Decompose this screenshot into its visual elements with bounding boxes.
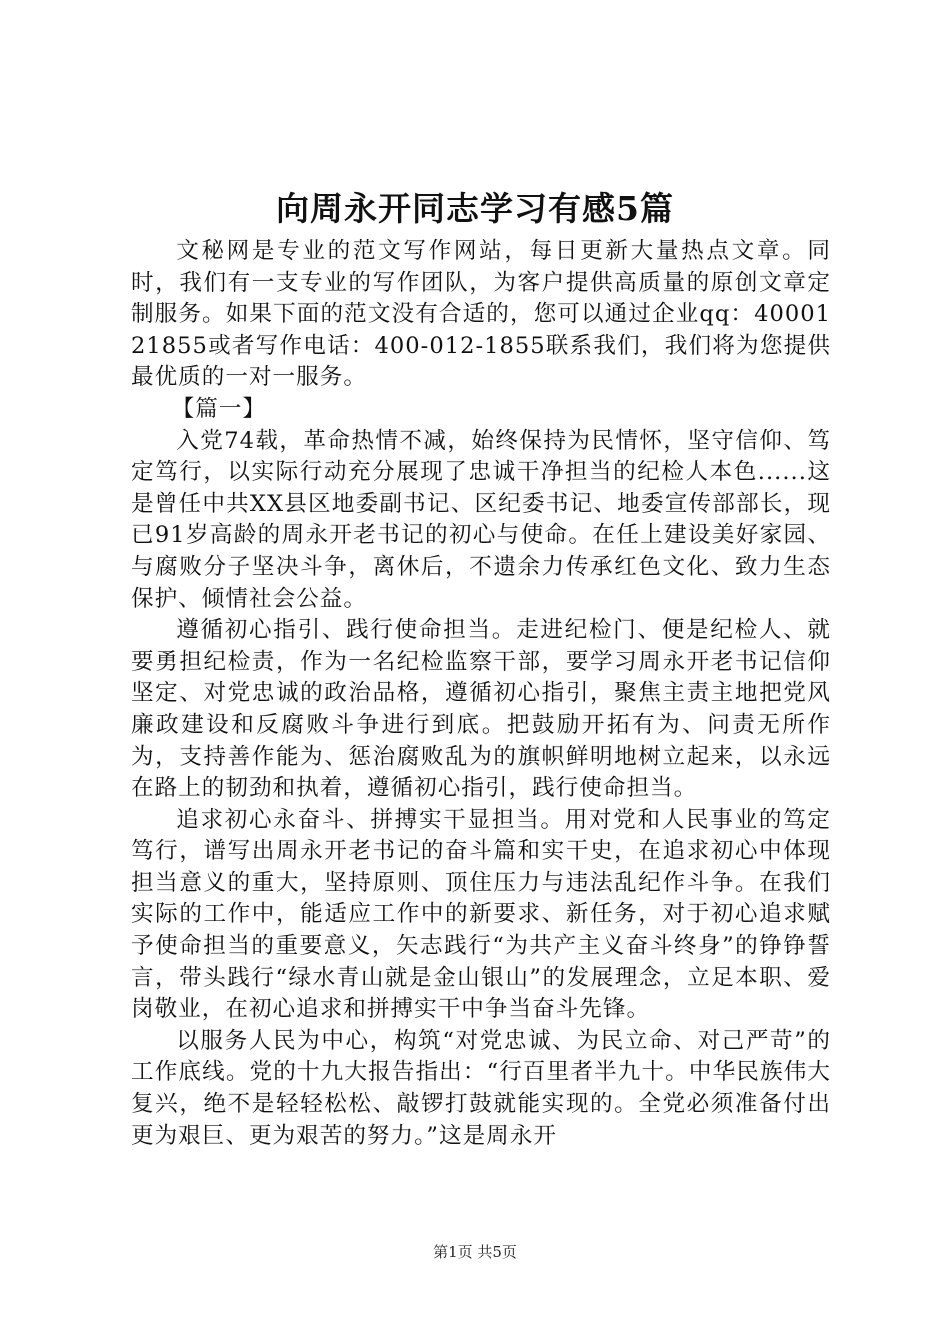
intro-paragraph: 文秘网是专业的范文写作网站，每日更新大量热点文章。同时，我们有一支专业的写作团队，为客户提供高质量的原创文章定制服务。如果下面的范文没有合适的，您可以通过企业qq：4000121855或者写作电话：400-012-1855联系我们，我们将为您提供最优质的一对一服务。 [131, 238, 831, 391]
body-paragraph: 追求初心永奋斗、拼搏实干显担当。用对党和人民事业的笃定笃行，谱写出周永开老书记的奋斗篇和实干史，在追求初心中体现担当意义的重大，坚持原则、顶住压力与违法乱纪作斗争。在我们实际的工作中，能适应工作中的新要求、新任务，对于初心追求赋予使命担当的重要意义，矢志践行“为共产主义奋斗终身”的铮铮誓言，带头践行“绿水青山就是金山银山”的发展理念，立足本职、爱岗敬业，在初心追求和拼搏实干中争当奋斗先锋。 [131, 806, 831, 1023]
section-heading: 【篇一】 [171, 395, 267, 422]
body-paragraph: 遵循初心指引、践行使命担当。走进纪检门、便是纪检人、就要勇担纪检责，作为一名纪检监察干部，要学习周永开老书记信仰坚定、对党忠诚的政治品格，遵循初心指引，聚焦主责主地把党风廉政建设和反腐败斗争进行到底。把鼓励开拓有为、问责无所作为，支持善作能为、惩治腐败乱为的旗帜鲜明地树立起来，以永远在路上的韧劲和执着，遵循初心指引，践行使命担当。 [131, 617, 831, 802]
document-body [131, 236, 831, 1152]
body-paragraph: 以服务人民为中心，构筑“对党忠诚、为民立命、对己严苛”的工作底线。党的十九大报告指出：“行百里者半九十。中华民族伟大复兴，绝不是轻轻松松、敲锣打鼓就能实现的。全党必须准备付出更为艰巨、更为艰苦的努力。”这是周永开 [131, 1027, 831, 1149]
document-title: 向周永开同志学习有感5篇 [276, 189, 674, 228]
page-footer: 第1页 共5页 [433, 1243, 517, 1261]
body-paragraph: 入党74载，革命热情不减，始终保持为民情怀，坚守信仰、笃定笃行，以实际行动充分展现了忠诚干净担当的纪检人本色......这是曾任中共XX县区地委副书记、区纪委书记、地委宣传部部长，现已91岁高龄的周永开老书记的初心与使命。在任上建设美好家园、与腐败分子坚决斗争，离休后，不遗余力传承红色文化、致力生态保护、倾情社会公益。 [131, 427, 831, 612]
